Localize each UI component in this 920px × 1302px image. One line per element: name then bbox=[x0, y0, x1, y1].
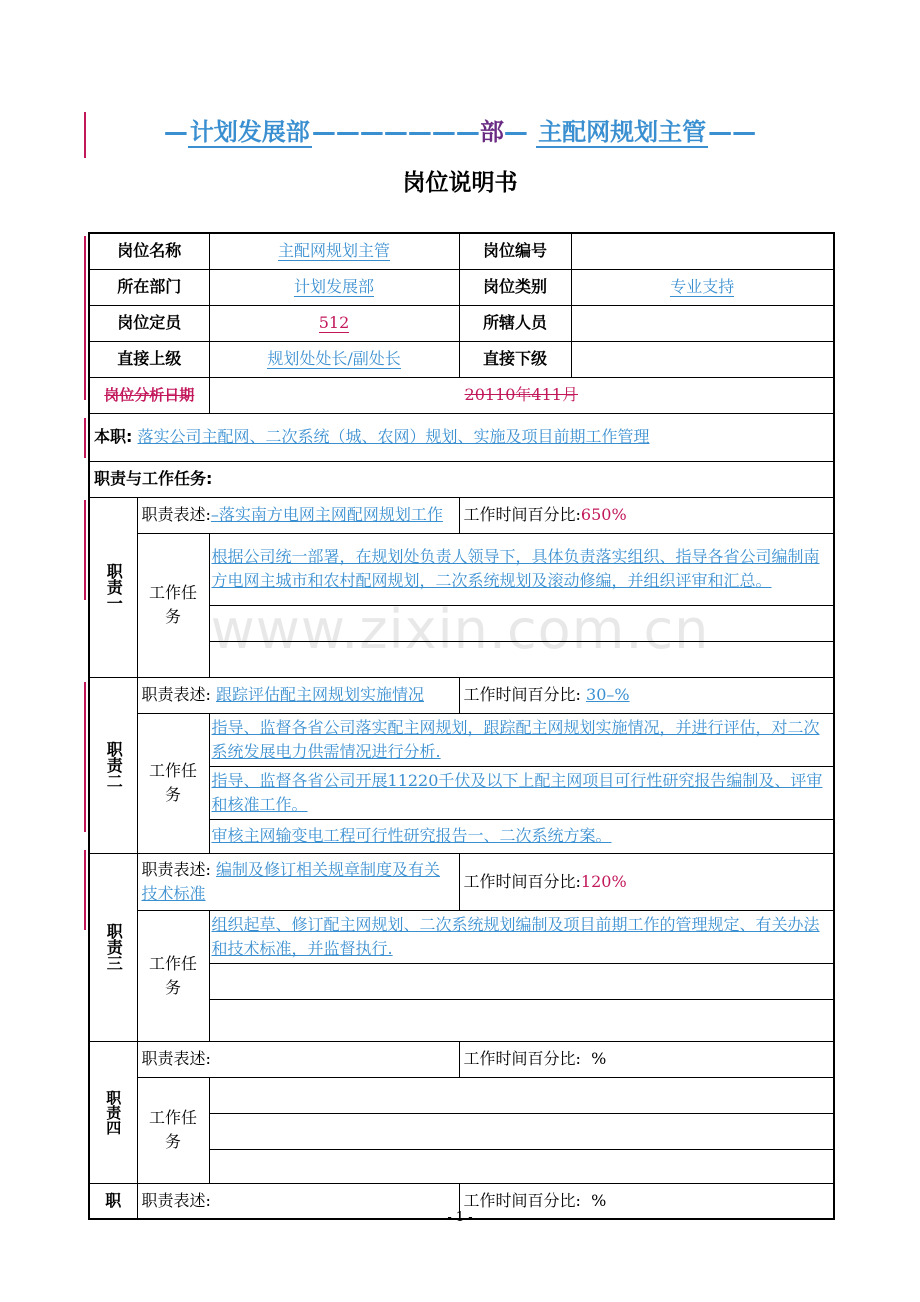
direct-subordinate-value bbox=[571, 341, 834, 377]
position-name-value: 主配网规划主管 bbox=[209, 233, 459, 269]
position-code-label: 岗位编号 bbox=[459, 233, 571, 269]
analysis-date-label: 岗位分析日期 bbox=[89, 377, 209, 413]
analysis-date-value: 20110年411月 bbox=[209, 377, 834, 413]
duty-desc-label: 职责表述: bbox=[141, 505, 211, 524]
info-row bbox=[89, 269, 834, 305]
task-label: 工作任务 bbox=[137, 1077, 209, 1183]
info-row bbox=[89, 233, 834, 269]
duty-row bbox=[89, 677, 834, 713]
task-label: 工作任务 bbox=[137, 713, 209, 853]
duty-4-task-3 bbox=[209, 1149, 834, 1183]
main-duty-label: 本职: bbox=[94, 427, 133, 446]
department-value: 计划发展部 bbox=[209, 269, 459, 305]
duty-row bbox=[89, 497, 834, 533]
info-row bbox=[89, 377, 834, 413]
duty-desc-label: 职责表述: bbox=[141, 1049, 211, 1068]
duties-header: 职责与工作任务: bbox=[89, 461, 834, 497]
duty-3-title: 职责三 bbox=[89, 853, 137, 1041]
task-row bbox=[89, 910, 834, 963]
header-dept: 计划发展部 bbox=[189, 118, 310, 146]
direct-subordinate-label: 直接下级 bbox=[459, 341, 571, 377]
duty-4-desc-cell bbox=[137, 1041, 459, 1077]
duty-4-title: 职责四 bbox=[89, 1041, 137, 1183]
duty-5-pct: % bbox=[591, 1190, 607, 1210]
task-label: 工作任务 bbox=[137, 533, 209, 677]
subordinates-label: 所辖人员 bbox=[459, 305, 571, 341]
document-title: 岗位说明书 bbox=[402, 170, 518, 196]
duty-4-task-1 bbox=[209, 1077, 834, 1113]
revision-bar bbox=[84, 682, 86, 832]
headcount-label: 岗位定员 bbox=[89, 305, 209, 341]
duty-5-title: 职 bbox=[89, 1183, 137, 1219]
duty-2-desc: 跟踪评估配主网规划实施情况 bbox=[216, 685, 425, 704]
time-pct-label: 工作时间百分比: bbox=[463, 1049, 581, 1068]
header-title: —计划发展部———————部— 主配网规划主管—— bbox=[163, 118, 757, 146]
revision-bar bbox=[84, 418, 86, 458]
position-type-value: 专业支持 bbox=[571, 269, 834, 305]
position-code-value bbox=[571, 233, 834, 269]
page-number: - 1 - bbox=[447, 1210, 473, 1225]
duty-1-desc-cell bbox=[137, 497, 459, 533]
duty-3-pct: 120% bbox=[580, 871, 627, 891]
duty-3-pct-cell bbox=[459, 853, 834, 910]
direct-superior-value: 规划处处长/副处长 bbox=[209, 341, 459, 377]
job-description-table bbox=[88, 232, 835, 1220]
info-row bbox=[89, 305, 834, 341]
duty-4-pct-cell bbox=[459, 1041, 834, 1077]
task-row bbox=[89, 1077, 834, 1113]
duty-3-desc: 编制及修订相关规章制度及有关技术标准 bbox=[141, 859, 441, 903]
duty-row bbox=[89, 1041, 834, 1077]
duty-2-pct: 30–% bbox=[586, 685, 630, 704]
duty-3-task-3 bbox=[209, 999, 834, 1041]
duty-2-task-2: 指导、监督各省公司开展11220千伏及以下上配主网项目可行性研究报告编制及、评审和核准工作。 bbox=[209, 766, 834, 819]
revision-bar bbox=[84, 236, 86, 400]
task-row bbox=[89, 533, 834, 605]
duty-3-task-2 bbox=[209, 963, 834, 999]
direct-superior-label: 直接上级 bbox=[89, 341, 209, 377]
duty-4-pct: % bbox=[591, 1049, 607, 1068]
duty-4-task-2 bbox=[209, 1113, 834, 1149]
duty-1-pct: 650% bbox=[580, 505, 627, 524]
header-dept-suffix: 部 bbox=[479, 118, 504, 146]
department-label: 所在部门 bbox=[89, 269, 209, 305]
duty-desc-label: 职责表述: bbox=[141, 685, 211, 704]
duty-row bbox=[89, 853, 834, 910]
position-type-label: 岗位类别 bbox=[459, 269, 571, 305]
headcount-value: 512 bbox=[209, 305, 459, 341]
duty-1-desc: –落实南方电网主网配网规划工作 bbox=[210, 505, 443, 524]
time-pct-label: 工作时间百分比: bbox=[463, 871, 581, 891]
header-position: 主配网规划主管 bbox=[538, 118, 707, 146]
time-pct-label: 工作时间百分比: bbox=[463, 685, 581, 704]
position-name-label: 岗位名称 bbox=[89, 233, 209, 269]
duty-desc-label: 职责表述: bbox=[141, 1190, 211, 1210]
main-duty bbox=[89, 413, 834, 461]
info-row bbox=[89, 341, 834, 377]
main-duty-row bbox=[89, 413, 834, 461]
watermark: www.zixin.com.cn bbox=[210, 598, 710, 661]
duty-1-task-2 bbox=[209, 605, 834, 641]
duty-1-pct-cell bbox=[459, 497, 834, 533]
duty-2-pct-cell bbox=[459, 677, 834, 713]
duty-2-task-3: 审核主网输变电工程可行性研究报告一、二次系统方案。 bbox=[209, 819, 834, 853]
task-row bbox=[89, 713, 834, 766]
revision-bar bbox=[84, 500, 86, 600]
task-label: 工作任务 bbox=[137, 910, 209, 1041]
revision-bar bbox=[84, 850, 86, 930]
time-pct-label: 工作时间百分比: bbox=[463, 1190, 581, 1210]
duty-1-title: 职责一 bbox=[89, 497, 137, 677]
main-duty-text: 落实公司主配网、二次系统（城、农网）规划、实施及项目前期工作管理 bbox=[137, 427, 650, 446]
duties-header-row bbox=[89, 461, 834, 497]
time-pct-label: 工作时间百分比: bbox=[463, 505, 581, 524]
subordinates-value bbox=[571, 305, 834, 341]
duty-1-task-3 bbox=[209, 641, 834, 677]
duty-1-task-1: 根据公司统一部署，在规划处负责人领导下，具体负责落实组织、指导各省公司编制南方电网主城市和农村配网规划，二次系统规划及滚动修编，并组织评审和汇总。 bbox=[209, 533, 834, 605]
duty-3-task-1: 组织起草、修订配主网规划、二次系统规划编制及项目前期工作的管理规定、有关办法和技术标准，并监督执行. bbox=[209, 910, 834, 963]
duty-2-title: 职责二 bbox=[89, 677, 137, 853]
duty-desc-label: 职责表述: bbox=[141, 859, 211, 879]
duty-2-task-1: 指导、监督各省公司落实配主网规划，跟踪配主网规划实施情况，并进行评估，对二次系统发展电力供需情况进行分析. bbox=[209, 713, 834, 766]
duty-3-desc-cell bbox=[137, 853, 459, 910]
duty-2-desc-cell bbox=[137, 677, 459, 713]
